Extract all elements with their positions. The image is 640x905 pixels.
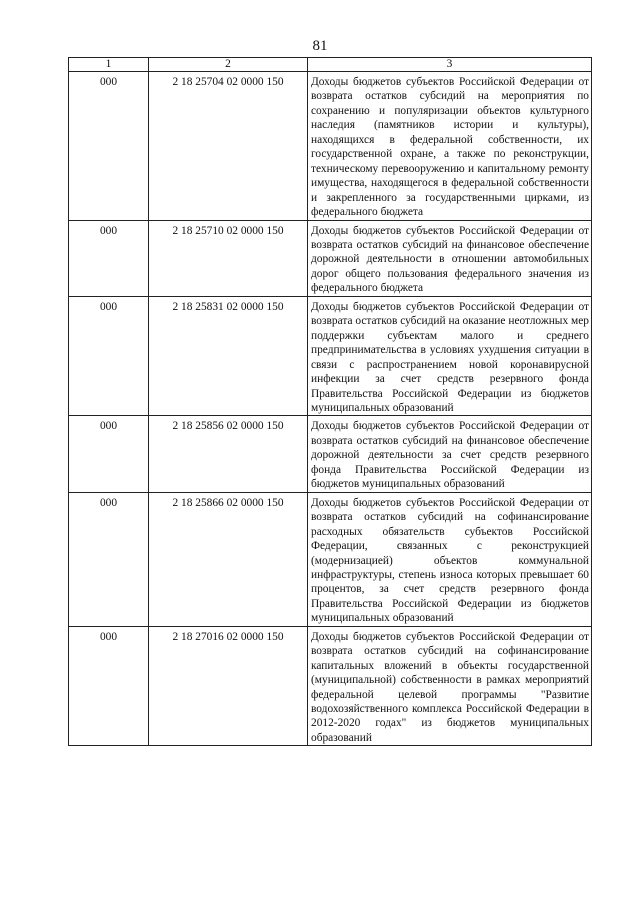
column-header-1: 1 xyxy=(69,58,149,72)
table-row xyxy=(69,296,592,416)
description-cell: Доходы бюджетов субъектов Российской Федерации от возврата остатков субсидий на мероприятия по сохранению и популяризации объектов культурного наследия (памятников истории и культуры), находящихся в федеральной собственности, их государственной охране, а также по реконструкции, техническому перевооружению и капитальному ремонту имущества, находящегося в федеральной собственности и закрепленного за государственными цирками, из федерального бюджета xyxy=(308,72,592,221)
table-row xyxy=(69,416,592,492)
description-cell: Доходы бюджетов субъектов Российской Федерации от возврата остатков субсидий на софинансирование капитальных вложений в объекты государственной (муниципальной) собственности в рамках мероприятий федеральной целевой программы "Развитие водохозяйственного комплекса Российской Федерации в 2012-2020 годах" из бюджетов муниципальных образований xyxy=(308,626,592,746)
admin-code-cell: 000 xyxy=(69,72,149,221)
page-number: 81 xyxy=(312,38,328,54)
revenue-code-cell: 2 18 25866 02 0000 150 xyxy=(149,492,308,626)
revenue-code-cell: 2 18 25856 02 0000 150 xyxy=(149,416,308,492)
admin-code-cell: 000 xyxy=(69,626,149,746)
table-header-row xyxy=(69,58,592,72)
revenue-code-cell: 2 18 27016 02 0000 150 xyxy=(149,626,308,746)
admin-code-cell: 000 xyxy=(69,416,149,492)
table-row xyxy=(69,626,592,746)
table-row xyxy=(69,72,592,221)
revenue-codes-table xyxy=(68,57,592,746)
column-header-2: 2 xyxy=(149,58,308,72)
revenue-code-cell: 2 18 25704 02 0000 150 xyxy=(149,72,308,221)
admin-code-cell: 000 xyxy=(69,220,149,296)
column-header-3: 3 xyxy=(308,58,592,72)
description-cell: Доходы бюджетов субъектов Российской Федерации от возврата остатков субсидий на финансовое обеспечение дорожной деятельности за счет средств резервного фонда Правительства Российской Федерации из бюджетов муниципальных образований xyxy=(308,416,592,492)
description-cell: Доходы бюджетов субъектов Российской Федерации от возврата остатков субсидий на финансовое обеспечение дорожной деятельности в отношении автомобильных дорог общего пользования федерального значения из федерального бюджета xyxy=(308,220,592,296)
revenue-code-cell: 2 18 25831 02 0000 150 xyxy=(149,296,308,416)
table-row xyxy=(69,492,592,626)
description-cell: Доходы бюджетов субъектов Российской Федерации от возврата остатков субсидий на оказание неотложных мер поддержки субъектам малого и среднего предпринимательства в условиях ухудшения ситуации в связи с распространением новой коронавирусной инфекции за счет средств резервного фонда Правительства Российской Федерации из бюджетов муниципальных образований xyxy=(308,296,592,416)
revenue-code-cell: 2 18 25710 02 0000 150 xyxy=(149,220,308,296)
admin-code-cell: 000 xyxy=(69,492,149,626)
table-row xyxy=(69,220,592,296)
description-cell: Доходы бюджетов субъектов Российской Федерации от возврата остатков субсидий на софинансирование расходных обязательств субъектов Российской Федерации, связанных с реконструкцией (модернизацией) объектов коммунальной инфраструктуры, степень износа которых превышает 60 процентов, за счет средств резервного фонда Правительства Российской Федерации из бюджетов муниципальных образований xyxy=(308,492,592,626)
admin-code-cell: 000 xyxy=(69,296,149,416)
